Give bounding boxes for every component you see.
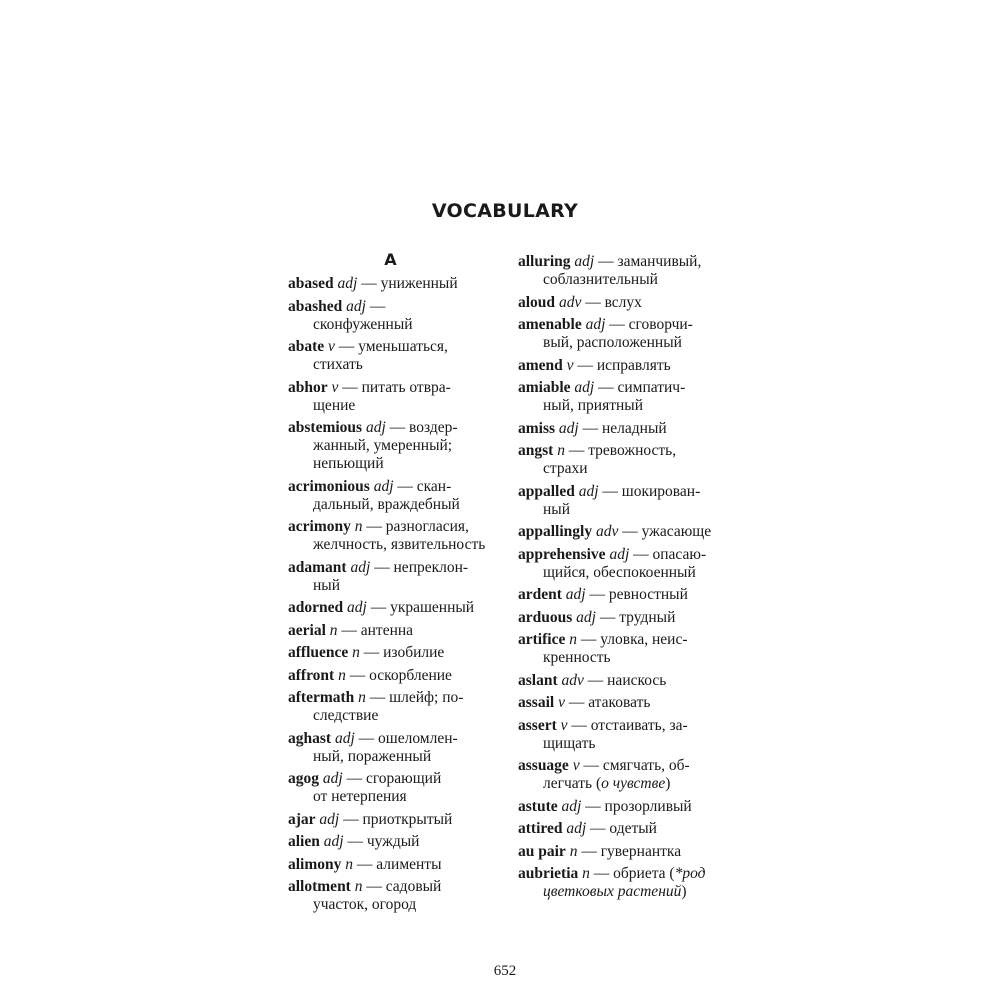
entry-term: ardent: [518, 586, 562, 603]
entry-term: affront: [288, 666, 335, 684]
definition-text: — гувернантка: [581, 842, 682, 860]
vocabulary-entry: [518, 865, 743, 901]
definition-text: — униженный: [361, 275, 458, 292]
entry-term: assuage: [518, 757, 569, 774]
vocabulary-entry: [288, 770, 513, 806]
part-of-speech: v: [558, 694, 565, 711]
definition-text: дальный, враждебный: [313, 495, 460, 513]
vocabulary-entry: [518, 586, 743, 604]
entry-line: [518, 420, 743, 438]
entry-term: abate: [288, 338, 325, 355]
definition-text: — наискось: [587, 671, 667, 689]
definition-text: — антенна: [341, 621, 414, 639]
vocabulary-entry: [518, 798, 743, 816]
definition-text: — уменьшаться,: [338, 338, 448, 355]
definition-text: щийся, обеспокоенный: [543, 563, 696, 581]
part-of-speech: adj: [574, 379, 595, 396]
entry-line: [518, 564, 743, 582]
entry-term: assert: [518, 716, 557, 734]
vocabulary-entry: [288, 811, 513, 829]
entry-term: abstemious: [288, 419, 363, 436]
entry-line: [518, 820, 743, 838]
entry-term: affluence: [288, 644, 349, 661]
part-of-speech: adj: [319, 810, 340, 828]
part-of-speech: adj: [350, 558, 371, 576]
entry-term: amend: [518, 356, 563, 374]
vocabulary-entry: [288, 856, 513, 874]
entry-term: allotment: [288, 878, 351, 895]
entry-term: amiss: [518, 419, 556, 437]
part-of-speech: adj: [566, 820, 587, 837]
definition-text: ный, пораженный: [313, 747, 432, 765]
definition-text: ный: [313, 576, 341, 594]
part-of-speech: adj: [585, 316, 606, 333]
entry-line: [518, 672, 743, 690]
vocabulary-entry: [288, 730, 513, 766]
definition-text: —: [369, 297, 386, 315]
definition-text: — приоткрытый: [343, 810, 453, 828]
part-of-speech: n: [338, 666, 346, 684]
definition-text: — уловка, неис-: [580, 631, 688, 648]
definition-text: от нетерпения: [313, 788, 407, 805]
vocabulary-entry: [288, 644, 513, 662]
part-of-speech: adj: [346, 297, 366, 315]
definition-text: — оскорбление: [349, 666, 452, 684]
vocabulary-entry: [518, 379, 743, 415]
entry-line: [518, 442, 743, 460]
definition-text: вый, расположенный: [543, 334, 682, 351]
entry-line: [518, 775, 743, 793]
entry-term: appallingly: [518, 523, 593, 540]
entry-line: [288, 707, 513, 725]
definition-text: — опасаю-: [633, 545, 707, 563]
entry-term: assail: [518, 694, 555, 711]
entry-term: abased: [288, 275, 334, 292]
entry-term: ajar: [288, 810, 316, 828]
entry-term: acrimonious: [288, 477, 370, 495]
definition-text: — вслух: [585, 293, 642, 311]
page-title: VOCABULARY: [431, 200, 579, 222]
definition-text: кренность: [543, 649, 611, 666]
entry-line: [288, 878, 513, 896]
vocabulary-entry: [518, 820, 743, 838]
part-of-speech: n: [352, 644, 360, 661]
definition-text: ный: [543, 500, 571, 518]
entry-term: adorned: [288, 599, 344, 616]
entry-line: [518, 586, 743, 604]
part-of-speech: n: [358, 689, 366, 706]
definition-text: — атаковать: [568, 694, 651, 711]
part-of-speech: v: [328, 338, 335, 355]
part-of-speech: adj: [558, 419, 579, 437]
entry-line: [518, 316, 743, 334]
definition-text: — прозорливый: [585, 797, 692, 815]
entry-term: aubrietia: [518, 865, 579, 882]
entry-line: [288, 356, 513, 374]
entry-line: [288, 856, 513, 874]
entry-line: [288, 748, 513, 766]
entry-line: [518, 253, 743, 271]
part-of-speech: adv: [595, 523, 619, 540]
definition-text: — обриета (: [593, 865, 675, 882]
vocabulary-entry: [288, 298, 513, 334]
part-of-speech: n: [329, 621, 338, 639]
definition-text: — шокирован-: [602, 482, 701, 500]
part-of-speech: adj: [576, 608, 596, 626]
part-of-speech: adj: [609, 545, 630, 563]
definition-text: жанный, умеренный;: [313, 437, 453, 454]
entry-line: [288, 316, 513, 334]
definition-note: *род: [674, 865, 706, 882]
definition-text: — непреклон-: [374, 558, 469, 576]
entry-line: [288, 478, 513, 496]
vocabulary-entry: [518, 294, 743, 312]
entry-line: [518, 649, 743, 667]
vocabulary-entry: [518, 672, 743, 690]
entry-term: attired: [518, 820, 563, 837]
entry-line: [288, 667, 513, 685]
entry-term: aftermath: [288, 689, 355, 706]
definition-note: о чувстве: [601, 775, 666, 792]
vocabulary-entry: [518, 546, 743, 582]
vocabulary-column-right: [518, 253, 743, 906]
definition-text: стихать: [313, 356, 363, 373]
vocabulary-entry: [288, 667, 513, 685]
entry-line: [288, 419, 513, 437]
definition-text: — питать отвра-: [342, 378, 451, 396]
entry-line: [518, 523, 743, 541]
vocabulary-entry: [518, 843, 743, 861]
entry-line: [518, 379, 743, 397]
definition-text: соблазнительный: [543, 271, 658, 288]
part-of-speech: adj: [334, 729, 355, 747]
part-of-speech: n: [345, 855, 354, 873]
entry-term: agog: [288, 770, 319, 787]
part-of-speech: adj: [561, 797, 582, 815]
vocabulary-entry: [518, 631, 743, 667]
definition-text: — разногласия,: [366, 518, 469, 535]
definition-text: — одетый: [590, 820, 657, 837]
entry-term: aerial: [288, 621, 326, 639]
definition-text: — заманчивый,: [598, 253, 702, 270]
part-of-speech: adj: [578, 482, 599, 500]
definition-text: — неладный: [582, 419, 667, 437]
vocabulary-entry: [518, 483, 743, 519]
part-of-speech: adj: [565, 586, 586, 603]
definition-text: — изобилие: [363, 644, 445, 661]
entry-term: apprehensive: [518, 545, 606, 563]
entry-term: amenable: [518, 316, 582, 333]
part-of-speech: adj: [574, 253, 595, 270]
definition-text: — симпатич-: [598, 379, 686, 396]
entry-line: [288, 379, 513, 397]
entry-line: [518, 501, 743, 519]
definition-note: цветковых растений: [543, 883, 682, 900]
entry-term: alluring: [518, 253, 571, 270]
vocabulary-entry: [288, 622, 513, 640]
entry-line: [288, 275, 513, 293]
entry-line: [288, 811, 513, 829]
entry-term: adamant: [288, 558, 347, 576]
part-of-speech: adj: [323, 833, 344, 850]
definition-text: — шлейф; по-: [369, 689, 464, 706]
entry-line: [288, 496, 513, 514]
vocabulary-entry: [518, 316, 743, 352]
part-of-speech: adv: [561, 671, 584, 689]
entry-line: [518, 546, 743, 564]
entry-term: aloud: [518, 293, 556, 311]
part-of-speech: v: [331, 378, 339, 396]
page-number: 652: [493, 963, 517, 979]
vocabulary-entry: [288, 878, 513, 914]
vocabulary-entry: [288, 559, 513, 595]
definition-text: — ужасающе: [622, 523, 712, 540]
vocabulary-entry: [518, 523, 743, 541]
definition-text: — алименты: [356, 855, 442, 873]
entry-line: [288, 577, 513, 595]
entry-line: [518, 483, 743, 501]
entry-line: [518, 334, 743, 352]
vocabulary-entry: [518, 442, 743, 478]
part-of-speech: v: [566, 356, 574, 374]
vocabulary-entry: [288, 338, 513, 374]
entry-term: abhor: [288, 378, 328, 396]
part-of-speech: n: [557, 442, 565, 459]
entry-line: [518, 865, 743, 883]
part-of-speech: v: [560, 716, 568, 734]
definition-text: — тревожность,: [568, 442, 677, 459]
vocabulary-entry: [288, 275, 513, 293]
entry-term: aghast: [288, 729, 332, 747]
definition-text: — чуждый: [347, 833, 420, 850]
entry-term: alimony: [288, 855, 342, 873]
part-of-speech: n: [569, 842, 578, 860]
letter-heading: A: [384, 250, 397, 269]
entry-line: [518, 397, 743, 415]
entry-term: artifice: [518, 631, 566, 648]
part-of-speech: adj: [347, 599, 367, 616]
entry-line: [518, 271, 743, 289]
part-of-speech: adv: [558, 293, 582, 311]
definition-text: непьющий: [313, 455, 384, 472]
entry-line: [518, 631, 743, 649]
definition-text: — исправлять: [577, 356, 671, 374]
entry-line: [288, 455, 513, 473]
vocabulary-entry: [518, 609, 743, 627]
entry-line: [288, 730, 513, 748]
entry-line: [288, 689, 513, 707]
entry-term: appalled: [518, 482, 575, 500]
vocabulary-entry: [288, 379, 513, 415]
entry-term: aslant: [518, 671, 558, 689]
entry-term: angst: [518, 442, 554, 459]
entry-term: arduous: [518, 608, 573, 626]
definition-text: — сговорчи-: [609, 316, 693, 333]
entry-line: [518, 843, 743, 861]
part-of-speech: n: [569, 631, 577, 648]
vocabulary-entry: [288, 518, 513, 554]
definition-text: легчать (: [543, 775, 602, 792]
definition-text: следствие: [313, 707, 379, 724]
entry-line: [288, 536, 513, 554]
definition-text: щение: [313, 396, 356, 414]
definition-text: — украшенный: [370, 599, 475, 616]
part-of-speech: adj: [322, 770, 343, 787]
definition-text: страхи: [543, 460, 588, 477]
vocabulary-entry: [288, 419, 513, 473]
part-of-speech: adj: [365, 419, 386, 436]
entry-line: [518, 757, 743, 775]
entry-line: [288, 644, 513, 662]
part-of-speech: n: [582, 865, 590, 882]
entry-line: [518, 883, 743, 901]
vocabulary-entry: [518, 717, 743, 753]
definition-text: — трудный: [599, 608, 676, 626]
definition-text: желчность, язвительность: [313, 536, 486, 553]
entry-line: [288, 397, 513, 415]
vocabulary-entry: [288, 689, 513, 725]
part-of-speech: adj: [373, 477, 394, 495]
definition-text: — сгорающий: [346, 770, 442, 787]
entry-term: alien: [288, 833, 320, 850]
entry-term: au pair: [518, 842, 566, 860]
entry-line: [288, 559, 513, 577]
vocabulary-entry: [518, 420, 743, 438]
vocabulary-entry: [288, 833, 513, 851]
part-of-speech: n: [354, 878, 363, 895]
definition-text: ): [665, 775, 671, 792]
entry-term: acrimony: [288, 518, 351, 535]
part-of-speech: adj: [337, 275, 358, 292]
part-of-speech: v: [572, 757, 580, 774]
definition-text: — воздер-: [389, 419, 458, 436]
entry-line: [288, 896, 513, 914]
entry-line: [288, 833, 513, 851]
entry-line: [288, 622, 513, 640]
definition-text: — ошеломлен-: [358, 729, 458, 747]
entry-line: [518, 694, 743, 712]
entry-term: amiable: [518, 379, 571, 396]
definition-text: — отстаивать, за-: [571, 716, 688, 734]
definition-text: участок, огород: [313, 896, 417, 913]
vocabulary-entry: [288, 478, 513, 514]
vocabulary-entry: [518, 694, 743, 712]
entry-line: [518, 717, 743, 735]
vocabulary-entry: [518, 253, 743, 289]
definition-text: — смягчать, об-: [583, 757, 690, 774]
entry-line: [518, 798, 743, 816]
vocabulary-entry: [518, 357, 743, 375]
definition-text: — скан-: [397, 477, 452, 495]
definition-text: — ревностный: [589, 586, 688, 603]
vocabulary-entry: [288, 599, 513, 617]
entry-line: [288, 788, 513, 806]
entry-line: [518, 294, 743, 312]
vocabulary-entry: [518, 757, 743, 793]
entry-line: [518, 735, 743, 753]
entry-line: [288, 298, 513, 316]
definition-text: ): [681, 883, 687, 900]
entry-line: [288, 338, 513, 356]
entry-term: astute: [518, 797, 558, 815]
entry-line: [518, 357, 743, 375]
entry-line: [288, 770, 513, 788]
entry-line: [518, 609, 743, 627]
entry-line: [288, 437, 513, 455]
entry-line: [288, 518, 513, 536]
entry-line: [518, 460, 743, 478]
vocabulary-column-left: [288, 251, 513, 919]
definition-text: щищать: [543, 734, 596, 752]
definition-text: — садовый: [366, 878, 442, 895]
definition-text: сконфуженный: [313, 315, 413, 333]
definition-text: ный, приятный: [543, 397, 644, 414]
part-of-speech: n: [354, 518, 363, 535]
entry-line: [288, 599, 513, 617]
entry-term: abashed: [288, 297, 343, 315]
